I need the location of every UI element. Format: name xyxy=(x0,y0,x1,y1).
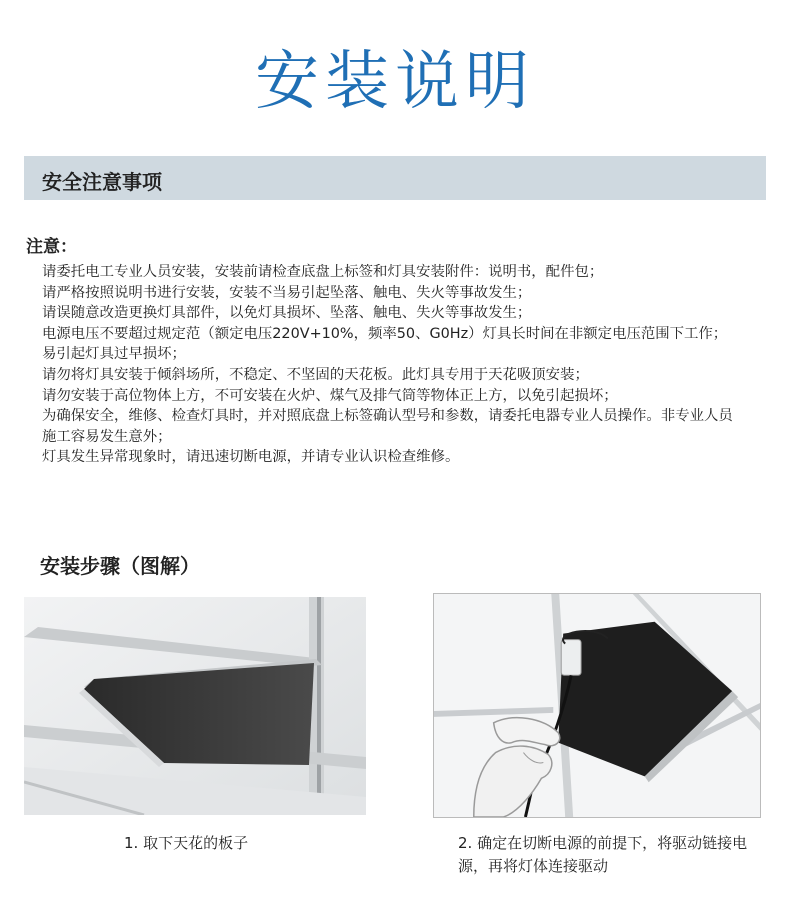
notice-line: 为确保安全，维修、检查灯具时，并对照底盘上标签确认型号和参数，请委托电器专业人员操作。非专业人员施工容易发生意外； xyxy=(42,408,733,445)
notice-list xyxy=(42,262,742,468)
notice-line: 请勿安装于高位物体上方，不可安装在火炉、煤气及排气筒等物体正上方，以免引起损坏； xyxy=(42,387,618,404)
step-1-caption: 1. 取下天花的板子 xyxy=(124,834,249,852)
notice-line: 电源电压不要超过规定范（额定电压220V+10%，频率50、G0Hz）灯具长时间在非额定电压范围下工作； xyxy=(42,325,728,342)
page-title: 安装说明 xyxy=(255,45,535,119)
safety-section-title: 安全注意事项 xyxy=(42,170,162,194)
driver-connection-photo xyxy=(433,593,761,818)
notice-line: 请委托电工专业人员安装，安装前请检查底盘上标签和灯具安装附件：说明书，配件包； xyxy=(42,264,604,280)
notice-line: 易引起灯具过早损坏； xyxy=(42,346,186,363)
notice-line: 请严格按照说明书进行安装，安装不当易引起坠落、触电、失火等事故发生； xyxy=(42,284,532,301)
safety-section-header xyxy=(24,156,766,200)
notice-line: 灯具发生异常现象时，请迅速切断电源，并请专业认识检查维修。 xyxy=(42,449,460,466)
step-2-caption: 2. 确定在切断电源的前提下，将驱动链接电源，再将灯体连接驱动 xyxy=(458,834,748,875)
notice-line: 请勿将灯具安装于倾斜场所，不稳定、不坚固的天花板。此灯具专用于天花吸顶安装； xyxy=(42,366,589,383)
notice-line: 请误随意改造更换灯具部件，以免灯具损坏、坠落、触电、失火等事故发生； xyxy=(42,305,532,322)
notice-heading: 注意： xyxy=(26,237,77,257)
ceiling-panel-removed-photo xyxy=(24,597,366,815)
install-steps-heading: 安装步骤（图解） xyxy=(40,554,200,578)
